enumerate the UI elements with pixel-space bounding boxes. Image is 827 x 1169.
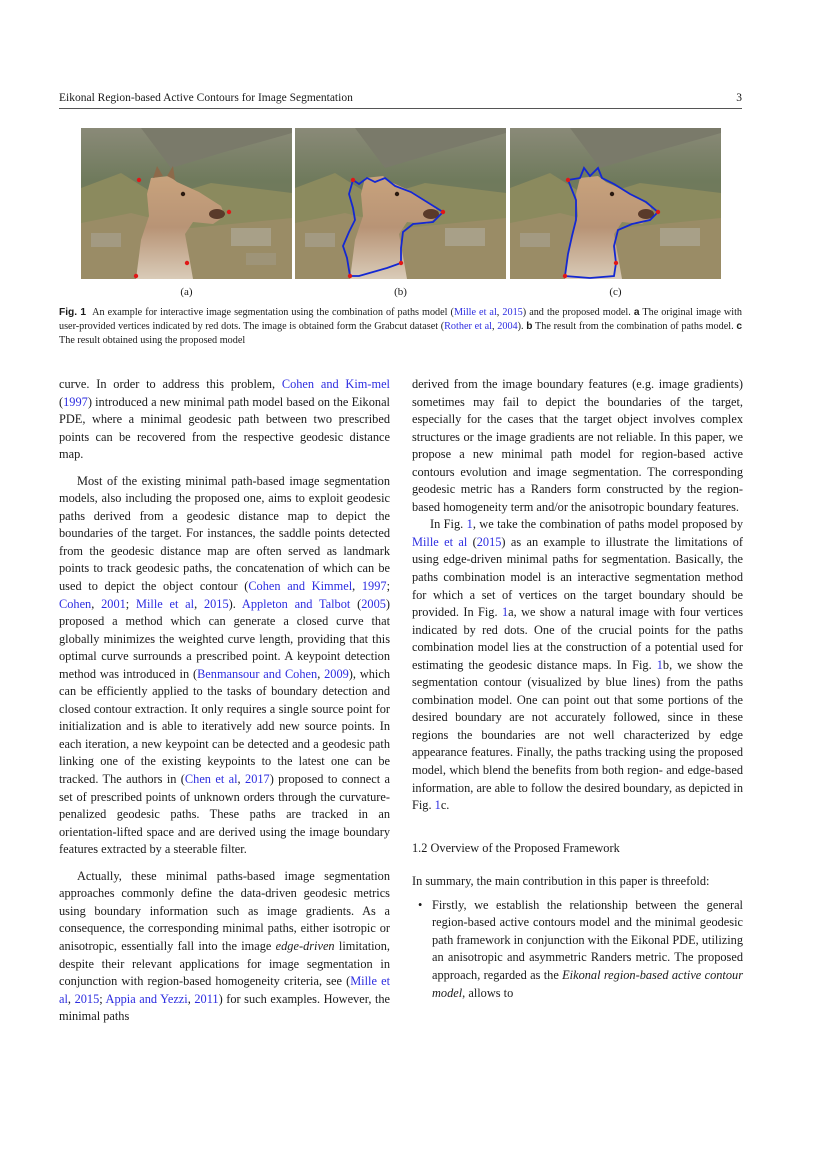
citation-link[interactable]: Appleton and Talbot [241,596,351,611]
citation-link[interactable]: Rother et al [444,321,492,332]
citation-link[interactable]: 2001 [101,596,126,611]
citation-link[interactable]: 2011 [194,991,219,1006]
citation-link[interactable]: 2015 [476,534,502,549]
section-heading: 1.2 Overview of the Proposed Framework [412,840,620,855]
running-header [59,92,742,109]
running-title: Eikonal Region-based Active Contours for Image Segmentation [59,92,353,104]
left-column [59,376,390,1026]
citation-link[interactable]: 2017 [245,772,270,787]
figure-reference-link[interactable]: 1 [466,517,473,532]
citation-link[interactable]: 2015 [502,307,523,318]
citation-link[interactable]: 1997 [361,579,387,594]
citation-link[interactable]: 2004 [497,321,518,332]
citation-link[interactable]: Mille et al [59,974,390,1006]
figure-reference-link[interactable]: 1 [656,657,663,672]
figure-reference-link[interactable]: 1 [501,605,509,620]
llama-image-a [81,128,292,279]
vertex-dot [137,178,141,182]
paragraph: In summary, the main contribution in this paper is threefold: [412,874,710,889]
paragraph: curve. In order to address this problem, Cohen and Kim-mel (1997) introduced a new minimal path model based on the Eikonal PDE, where a minimal geodesic path between two prescribed points can be recovered from the respective geodesic distance map. [59,377,390,462]
citation-link[interactable]: Mille et al [135,596,195,611]
vertex-dot [227,210,231,214]
paragraph: In Fig. 1, we take the combination of paths model proposed by Mille et al (2015) as an example to illustrate the limitations of using edge-driven minimal paths for segmentation. Basically, the paths combination model is an interactive segmentation method for which a set of vertices on the target boundary should be provided. In Fig. 1a, we show a natural image with four vertices indicated by red dots. One of the crucial points for the paths combination model lies at the construction of a potential used for estimating the geodesic distance maps. In Fig. 1b, we show the segmentation contour (visualized by blue lines) from the paths combination model. One can point out that some portions of the desired boundary are not accurately followed, since in these regions the boundaries are not well characterized by edge appearance features. Finally, the paths tracking using the proposed model, which blend the benefits from both region- and edge-based information, are able to follow the desired boundary, as depicted in Fig. 1c. [412,517,744,813]
citation-link[interactable]: Chen et al [184,772,238,787]
citation-link[interactable]: Cohen and Kim-mel [281,377,390,391]
vertex-dot [134,274,138,278]
citation-link[interactable]: 2015 [74,991,100,1006]
llama-image-b [295,128,506,279]
panel-label-c: (c) [609,286,622,298]
citation-link[interactable]: 2015 [203,596,229,611]
citation-link[interactable]: Mille et al [412,534,468,549]
panel-label-b: (b) [394,286,407,298]
figure-caption: Fig. 1 An example for interactive image segmentation using the combination of paths model (Mille et al, 2015) and the proposed model. a The original image with user-provided vertices indicated by red dots. The image is obtained form the Grabcut dataset (Rother et al, 2004). b The result from the combination of paths model. c The result obtained using the proposed model [59,307,743,346]
citation-link[interactable]: 2005 [361,596,386,611]
citation-link[interactable]: Appia and Yezzi [105,991,188,1006]
citation-link[interactable]: Cohen [59,596,92,611]
paragraph: derived from the image boundary features (e.g. image gradients) sometimes may fail to depict the boundaries of the target, especially for the cases that the target object involves complex structures or the image gradients are not reliable. In this paper, we propose a new minimal path model for region-based active contours evolution and image segmentation. The corresponding geodesic metric has a Randers form constructed by the region-based homogeneity term and/or the anisotropic boundary features. [412,377,743,514]
figure-label: Fig. 1 [59,307,87,318]
page-number: 3 [736,92,742,104]
figure-panel-a [81,128,292,279]
vertex-dot [185,261,189,265]
citation-link[interactable]: Cohen and Kimmel [248,579,353,594]
paragraph: Most of the existing minimal path-based image segmentation models, also including the proposed one, aims to exploit geodesic paths derived from a geodesic distance map to depict the boundaries of the target. For instances, the saddle points detected from the geodesic distance map are often served as landmark points to track geodesic paths, the concatenation of which can be used to depict the object contour (Cohen and Kimmel, 1997; Cohen, 2001; Mille et al, 2015). Appleton and Talbot (2005) proposed a method which can generate a closed curve that globally minimizes the weighted curve length, providing that this optimal curve surrounds a prescribed point. A keypoint detection method was introduced in (Benmansour and Cohen, 2009), which can be efficiently applied to the tasks of boundary detection and closed contour extraction. It only requires a single source point for initialization and is able to iteratively add new source points. In each iteration, a new keypoint can be detected and a geodesic path linking one of the existing keypoints to the latest one can be tracked. The authors in (Chen et al, 2017) proposed to connect a set of prescribed points of unknown orders through the curvature-penalized geodesic paths. These paths are tracked in an orientation-lifted space and are derived using the image boundary features extracted by a steerable filter. [59,473,391,857]
panel-label-a: (a) [180,286,193,298]
figure-panel-b [295,128,506,279]
citation-link[interactable]: 1997 [63,394,88,409]
citation-link[interactable]: Benmansour and Cohen [197,666,318,681]
list-item: • Firstly, we establish the relationship between the general region-based active contours model and the minimal geodesic path framework in conjunction with the Eikonal PDE, utilizing an anisotropic and asymmetric Randers metric. The proposed approach, regarded as the Eikonal region-based active contour model, allows to [432,897,743,1002]
figure-reference-link[interactable]: 1 [434,798,441,813]
right-column [412,376,743,1002]
figure-panel-c [510,128,721,279]
paragraph: Actually, these minimal paths-based image segmentation approaches commonly define the data-driven geodesic metrics using boundary information such as image gradients. As a consequence, the corresponding minimal paths, either isotropic or anisotropic, essentially fall into the image edge-driven limitation, despite their relevant applications for image segmentation in conjunction with region-based homogeneity criteria, see (Mille et al, 2015; Appia and Yezzi, 2011) for such examples. However, the minimal paths [59,868,391,1024]
citation-link[interactable]: Mille et al [453,307,497,318]
contribution-list [412,897,743,1002]
citation-link[interactable]: 2009 [324,666,349,681]
llama-image-c [510,128,721,279]
